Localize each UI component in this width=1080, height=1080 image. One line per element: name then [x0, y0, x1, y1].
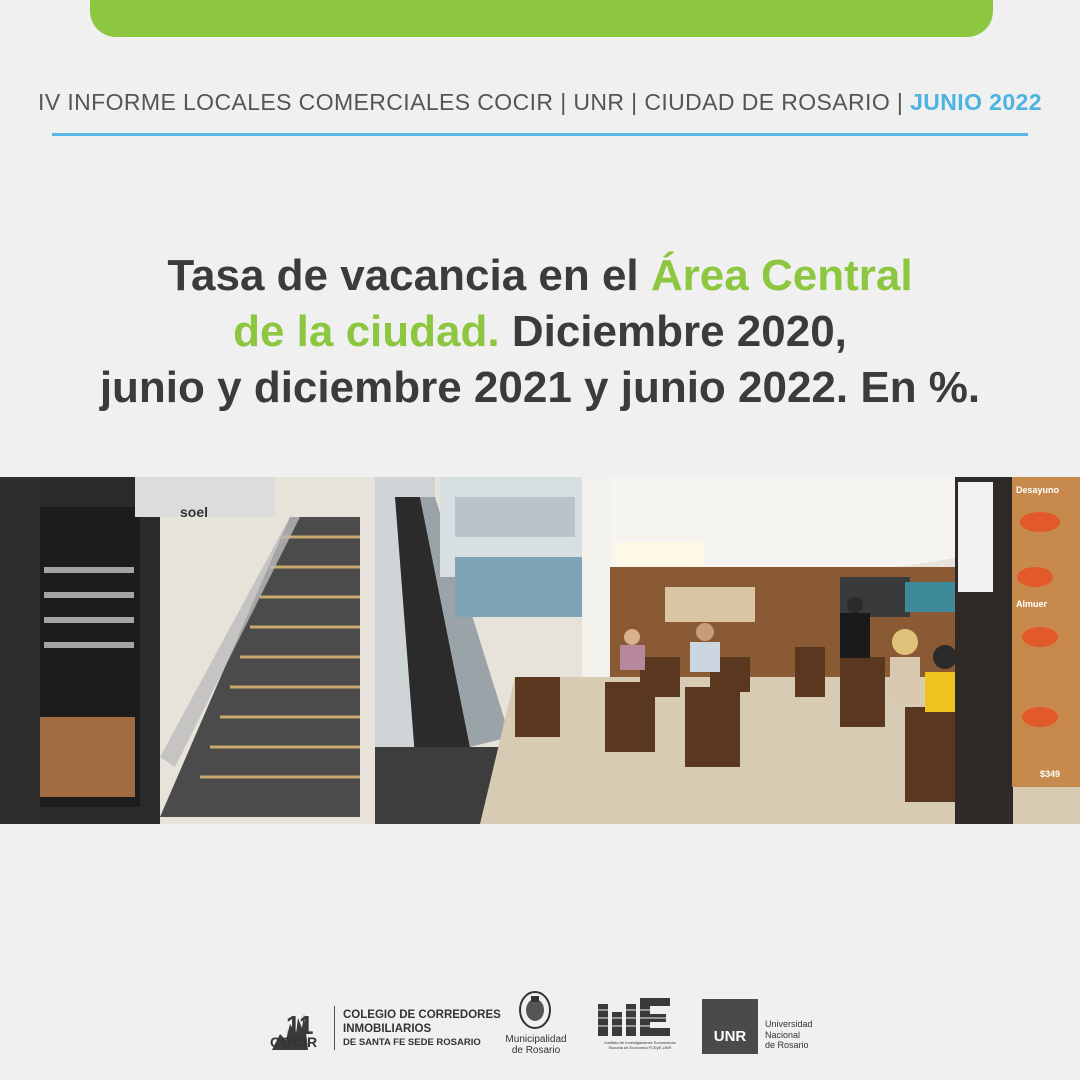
shopping-gallery-photo	[0, 477, 1080, 824]
svg-text:11: 11	[286, 1010, 314, 1040]
title-highlight-1: Área Central	[650, 251, 913, 300]
cocir-divider	[334, 1006, 335, 1050]
title-text-2b: Diciembre 2020,	[499, 307, 847, 356]
unr-logo: UNR	[702, 999, 758, 1054]
store-sign: soel	[180, 504, 209, 520]
muni-name: Municipalidad de Rosario	[505, 1034, 567, 1056]
title-line-3: junio y diciembre 2021 y junio 2022. En %.	[99, 363, 981, 412]
title-line-2	[0, 304, 1080, 360]
title-text-1a: Tasa de vacancia en el	[167, 251, 651, 300]
cocir-name: COLEGIO DE CORREDORES INMOBILIARIOS DE SANTA FE SEDE ROSARIO	[343, 1009, 501, 1048]
unr-name: Universidad Nacional de Rosario	[765, 1019, 813, 1050]
header-text: IV INFORME LOCALES COMERCIALES COCIR | UNR | CIUDAD DE ROSARIO |	[38, 89, 911, 115]
footer-logos	[0, 990, 1080, 1060]
cocir-wordmark: COCIR	[270, 1034, 318, 1050]
svg-text:$349: $349	[1040, 769, 1061, 779]
report-header	[0, 89, 1080, 116]
svg-text:Almuer: Almuer	[1016, 599, 1048, 609]
svg-text:Desayuno: Desayuno	[1016, 485, 1060, 495]
title-highlight-2: de la ciudad.	[233, 307, 500, 356]
iie-name: Instituto de Investigaciones Económicas Escuela de Economía FCEyE-UNR	[604, 1040, 676, 1050]
header-date: JUNIO 2022	[910, 89, 1042, 115]
title-line-1	[0, 248, 1080, 304]
header-divider	[52, 133, 1028, 136]
top-accent-bar	[90, 0, 993, 37]
iie-logo-icon	[594, 994, 684, 1038]
municipal-seal-icon	[518, 990, 552, 1030]
page-title	[0, 248, 1080, 416]
